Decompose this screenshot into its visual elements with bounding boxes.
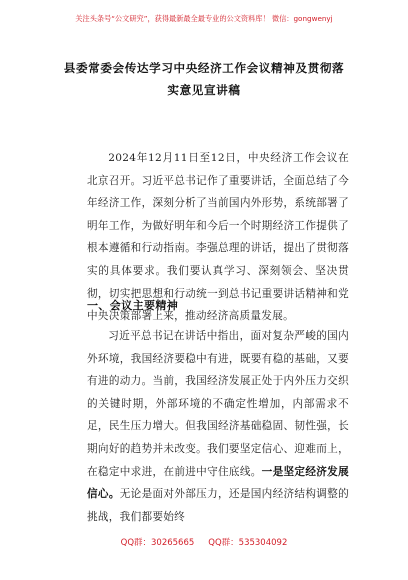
qq-group-2: QQ群：535304092 [208, 538, 288, 548]
footer-contacts [0, 536, 408, 548]
section-1-paragraph [87, 325, 349, 528]
promo-banner: 关注头条号“公文研究”，获得最新最全最专业的公文资料库！ 微信：gongwenyj [75, 14, 333, 23]
paragraph-tail-text: 无论是面对外部压力，还是国内经济结构调整的挑战，我们都要始终 [87, 488, 349, 523]
document-title: 县委常委会传达学习中央经济工作会议精神及贯彻落实意见宣讲稿 [63, 61, 345, 97]
paragraph-text: 习近平总书记在讲话中指出，面对复杂严峻的国内外环境，我国经济要稳中有进，既要有稳的基础，又要有进的动力。当前，我国经济发展正处于内外压力交织的关键时期，外部环境的不确定性增加，内部需求不足，民生压力增大。但我国经济基础稳固、韧性强，长期向好的趋势并未改变。我们要坚定信心、迎难而上，在稳定中求进，在前进中守住底线。 [87, 330, 349, 478]
qq-group-1: QQ群：30265665 [120, 538, 195, 548]
intro-paragraph: 2024年12月11日至12日，中央经济工作会议在北京召开。习近平总书记作了重要讲话，全面总结了今年经济工作，深刻分析了当前国内外形势，系统部署了明年工作，为做好明年和今后一个时期经济工作提供了根本遵循和行动指南。李强总理的讲话，提出了贯彻落实的具体要求。我们要认真学习、深刻领会、坚决贯彻，切实把思想和行动统一到总书记重要讲话精神和党中央决策部署上来，推动经济高质量发展。 [87, 152, 349, 323]
section-heading-1: 一、会议主要精神 [87, 299, 179, 312]
bold-point-text: 一是坚定经济发展信心。 [87, 465, 349, 501]
